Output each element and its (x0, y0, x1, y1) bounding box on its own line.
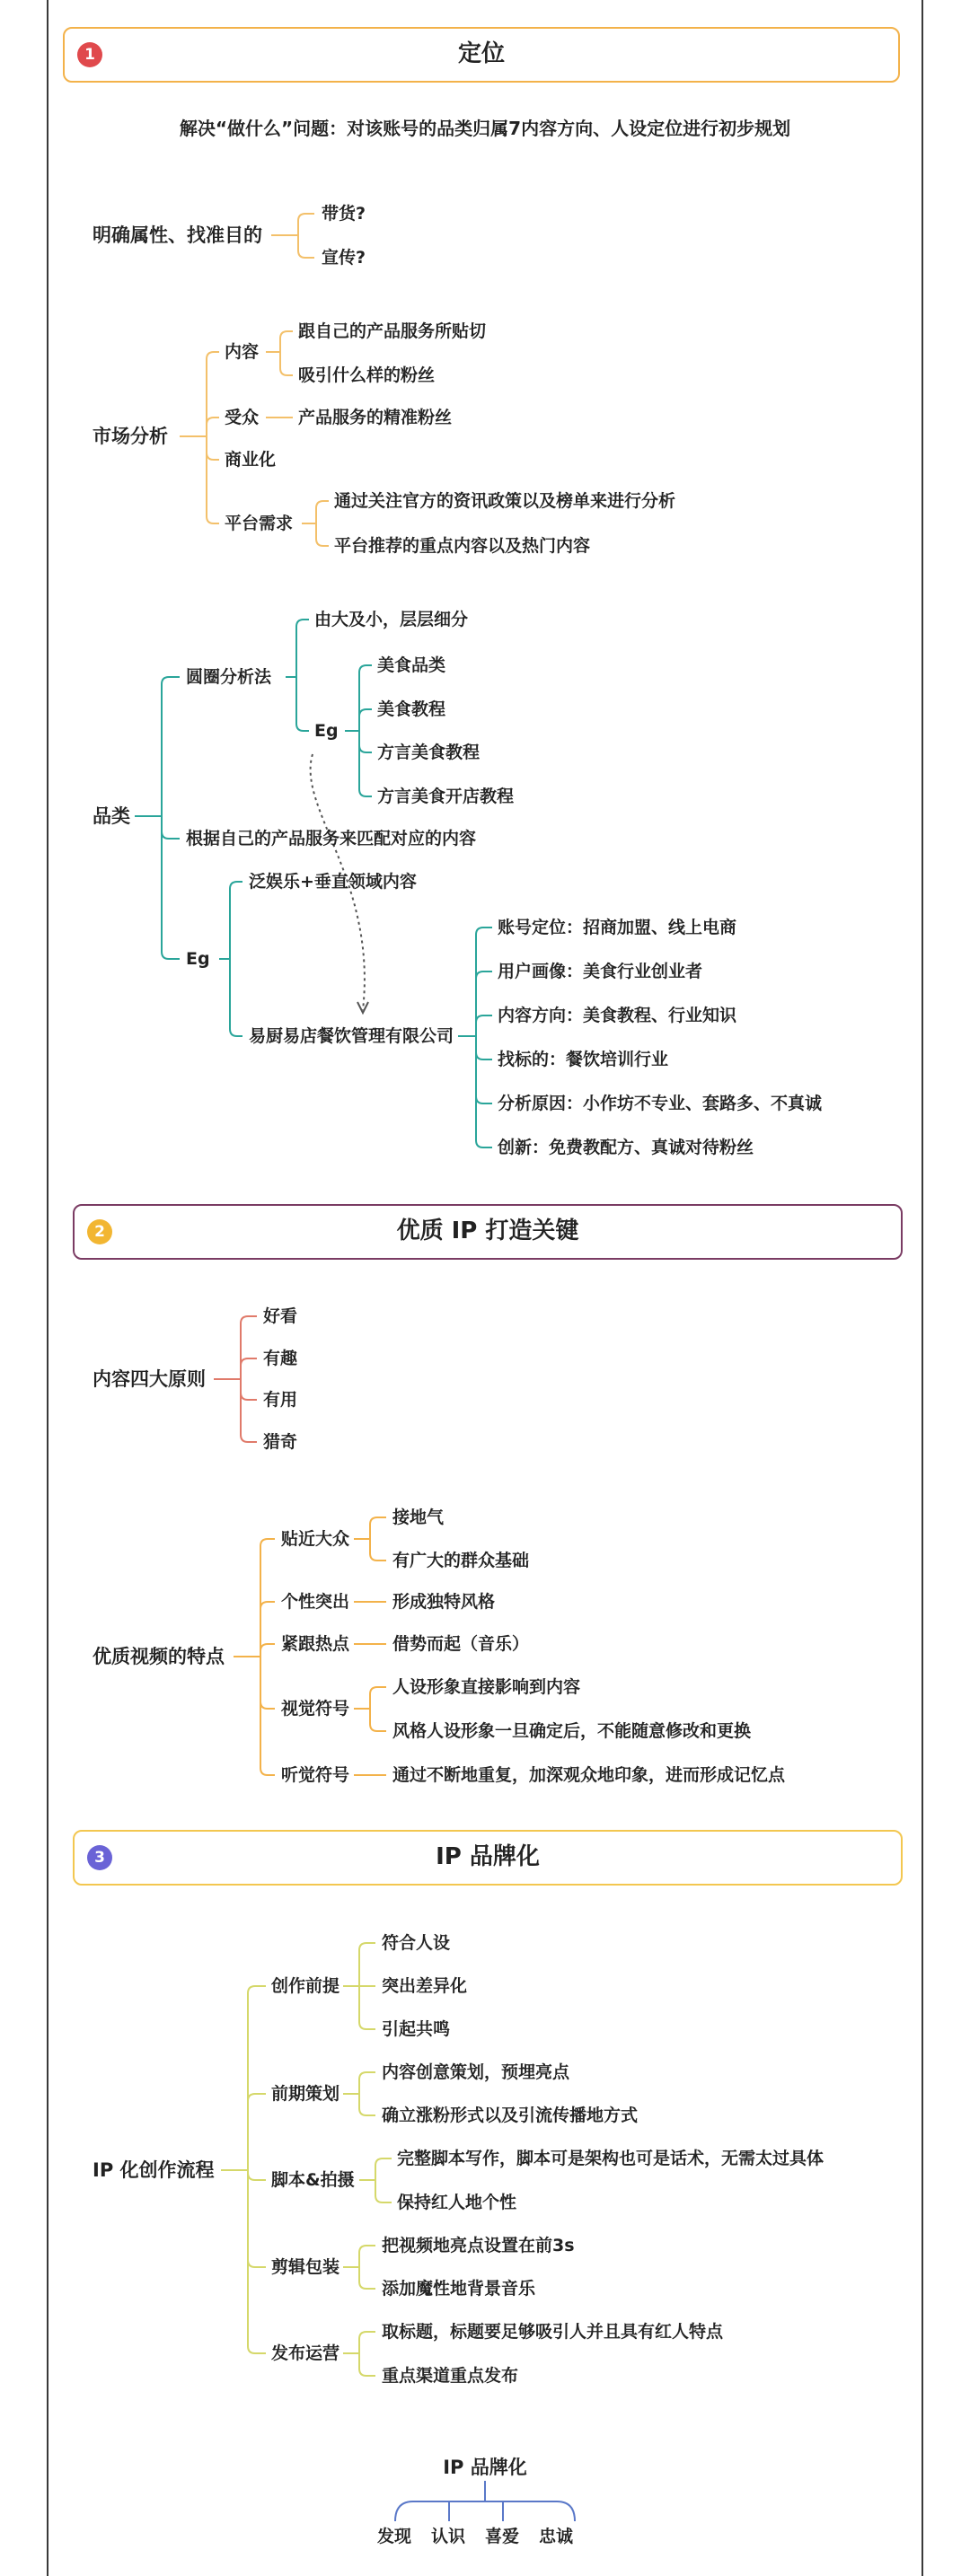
section-title: 优质 IP 打造关键 (396, 1218, 579, 1244)
node-sell-goods: 带货? (322, 204, 366, 224)
node-content-fit: 跟自己的产品服务所贴切 (298, 321, 487, 341)
node-headline: 取标题，标题要足够吸引人并且具有红人特点 (382, 2322, 724, 2342)
section-title: 定位 (457, 40, 505, 67)
node-visual-symbol: 视觉符号 (281, 1699, 350, 1719)
node-promotion: 宣传? (322, 248, 366, 268)
node-persona-impact: 人设形象直接影响到内容 (392, 1677, 581, 1697)
node-subdivide: 由大及小，层层细分 (314, 610, 469, 629)
node-interesting: 有趣 (263, 1349, 298, 1368)
mindmap-root-principles: 内容四大原则 (93, 1368, 206, 1390)
section-header-ip-key (73, 1204, 903, 1260)
node-analysis: 分析原因：小作坊不专业、套路多、不真诚 (498, 1094, 823, 1113)
mindmap-root-ip-brand: IP 品牌化 (443, 2457, 527, 2478)
node-entertainment: 泛娱乐+垂直领域内容 (249, 872, 417, 892)
node-eg-1: Eg (314, 721, 339, 741)
node-own-style: 形成独特风格 (392, 1592, 496, 1612)
node-platform-hot: 平台推荐的重点内容以及热门内容 (334, 536, 591, 556)
section-header-ip-brand (73, 1830, 903, 1886)
section-number-badge: 3 (87, 1845, 112, 1870)
node-audio-symbol: 听觉符号 (281, 1765, 350, 1785)
node-highlight-3s: 把视频地亮点设置在前3s (382, 2236, 575, 2255)
node-resonance: 引起共鸣 (382, 2019, 451, 2039)
node-audience-fans: 产品服务的精准粉丝 (298, 408, 453, 427)
section-number-badge: 2 (87, 1219, 112, 1244)
node-persona-fixed: 风格人设形象一旦确定后，不能随意修改和更换 (392, 1721, 752, 1741)
node-keep-personality: 保持红人地个性 (397, 2193, 517, 2212)
node-mass-base: 有广大的群众基础 (392, 1551, 530, 1570)
node-editing: 剪辑包装 (271, 2257, 340, 2277)
mindmap-root-market: 市场分析 (93, 426, 168, 447)
mindmap-root-category: 品类 (93, 805, 130, 827)
node-discover: 发现 (377, 2527, 412, 2546)
node-circle-method: 圆圈分析法 (186, 667, 272, 687)
node-innovation: 创新：免费教配方、真诚对待粉丝 (498, 1138, 754, 1157)
node-full-script: 完整脚本写作，脚本可是架构也可是话术，无需太过具体 (397, 2149, 824, 2168)
node-company: 易厨易店餐饮管理有限公司 (249, 1026, 454, 1046)
node-dialect-tutorial: 方言美食教程 (377, 743, 481, 762)
node-food-category: 美食品类 (377, 655, 446, 675)
node-creative-plan: 内容创意策划，预埋亮点 (382, 2062, 570, 2082)
node-know: 认识 (431, 2527, 466, 2546)
node-grounded: 接地气 (392, 1508, 445, 1527)
node-premise: 创作前提 (271, 1976, 340, 1996)
node-differentiate: 突出差异化 (382, 1976, 468, 1996)
node-close-to-public: 贴近大众 (281, 1529, 350, 1549)
node-loyal: 忠诚 (539, 2527, 574, 2546)
node-key-channels: 重点渠道重点发布 (382, 2366, 519, 2386)
node-publish: 发布运营 (271, 2343, 340, 2363)
section-title: IP 品牌化 (436, 1843, 540, 1870)
node-ride-trend: 借势而起（音乐） (392, 1634, 530, 1654)
node-curious: 猎奇 (263, 1432, 298, 1452)
node-growth-method: 确立涨粉形式以及引流传播地方式 (382, 2106, 639, 2125)
node-benchmark: 找标的：餐饮培训行业 (498, 1050, 669, 1069)
node-platform: 平台需求 (225, 514, 294, 533)
node-planning: 前期策划 (271, 2084, 340, 2104)
node-content: 内容 (225, 342, 260, 362)
node-fit-persona: 符合人设 (382, 1933, 451, 1953)
node-commerce: 商业化 (225, 450, 277, 470)
node-dialect-shop: 方言美食开店教程 (377, 787, 515, 806)
node-useful: 有用 (263, 1390, 298, 1410)
node-distinct: 个性突出 (281, 1592, 350, 1612)
node-repetition: 通过不断地重复，加深观众地印象，进而形成记忆点 (392, 1765, 786, 1785)
node-audience: 受众 (225, 408, 260, 427)
node-user-profile: 用户画像：美食行业创业者 (498, 962, 703, 981)
node-platform-policy: 通过关注官方的资讯政策以及榜单来进行分析 (334, 491, 676, 511)
node-content-direction: 内容方向：美食教程、行业知识 (498, 1006, 737, 1025)
section-subtitle: 解决“做什么”问题：对该账号的品类归属7内容方向、人设定位进行初步规划 (179, 118, 791, 139)
node-good-looking: 好看 (263, 1306, 298, 1326)
mindmap-root-creation-flow: IP 化创作流程 (93, 2159, 215, 2181)
node-match-content: 根据自己的产品服务来匹配对应的内容 (186, 829, 477, 848)
node-eg-2: Eg (186, 949, 210, 969)
node-content-fans: 吸引什么样的粉丝 (298, 365, 436, 385)
node-script-shoot: 脚本&拍摄 (271, 2170, 355, 2190)
node-account-position: 账号定位：招商加盟、线上电商 (498, 918, 737, 937)
node-love: 喜爱 (485, 2527, 520, 2546)
section-header-positioning (63, 27, 900, 83)
node-bgm: 添加魔性地背景音乐 (382, 2279, 536, 2299)
mindmap-root-purpose: 明确属性、找准目的 (93, 224, 262, 246)
mindmap-root-video-traits: 优质视频的特点 (93, 1646, 225, 1667)
section-number-badge: 1 (77, 42, 102, 67)
node-food-tutorial: 美食教程 (377, 699, 446, 719)
node-hot-topics: 紧跟热点 (281, 1634, 350, 1654)
